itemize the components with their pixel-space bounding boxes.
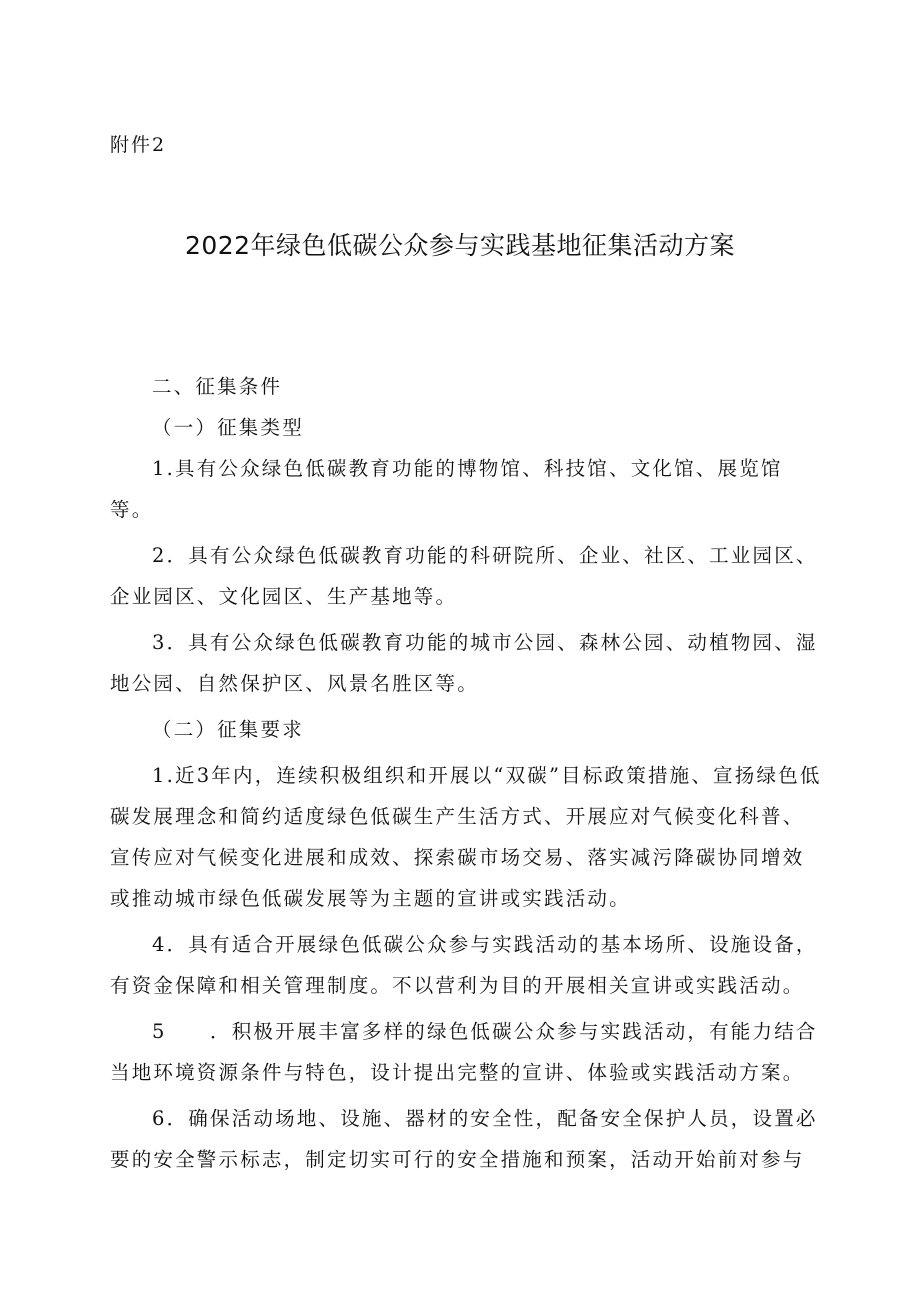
document-body <box>110 366 822 1180</box>
section-heading: 二、征集条件 <box>152 375 283 398</box>
requirement-item: 5 ．积极开展丰富多样的绿色低碳公众参与实践活动，有能力结合当地环境资源条件与特色，设计提出完整的宣讲、体验或实践活动方案。 <box>110 1020 818 1084</box>
type-item: 2．具有公众绿色低碳教育功能的科研院所、企业、社区、工业园区、企业园区、文化园区、生产基地等。 <box>110 544 818 608</box>
attachment-label: 附件2 <box>110 134 167 156</box>
requirement-item: 1.近3年内，连续积极组织和开展以“双碳”目标政策措施、宣扬绿色低碳发展理念和简约适度绿色低碳生产生活方式、开展应对气候变化科普、宣传应对气候变化进展和成效、探索碳市场交易、落实减污降碳协同增效或推动城市绿色低碳发展等为主题的宣讲或实践活动。 <box>110 764 822 910</box>
type-item: 3．具有公众绿色低碳教育功能的城市公园、森林公园、动植物园、湿地公园、自然保护区、风景名胜区等。 <box>110 631 818 695</box>
subsection-heading-types: （一）征集类型 <box>152 416 304 439</box>
requirement-item: 6．确保活动场地、设施、器材的安全性，配备安全保护人员，设置必要的安全警示标志，制定切实可行的安全措施和预案，活动开始前对参与 <box>110 1107 818 1171</box>
subsection-heading-requirements: （二）征集要求 <box>152 718 304 741</box>
type-item: 1.具有公众绿色低碳教育功能的博物馆、科技馆、文化馆、展览馆等。 <box>110 457 783 521</box>
document-title: 2022年绿色低碳公众参与实践基地征集活动方案 <box>184 231 736 260</box>
requirement-item: 4．具有适合开展绿色低碳公众参与实践活动的基本场所、设施设备，有资金保障和相关管理制度。不以营利为目的开展相关宣讲或实践活动。 <box>110 933 818 997</box>
